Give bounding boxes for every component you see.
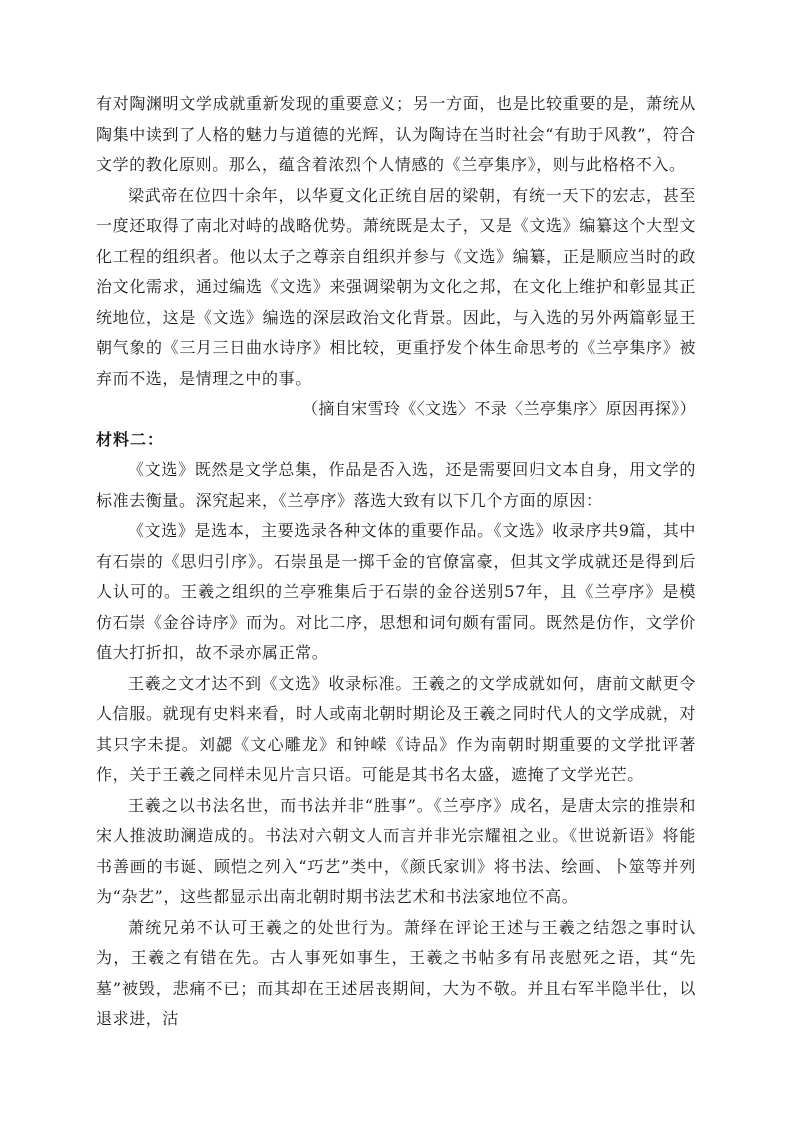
- paragraph: 《文选》是选本，主要选录各种文体的重要作品。《文选》收录序共9篇，其中有石崇的《思归引序》。石崇虽是一掷千金的官僚富豪，但其文学成就还是得到后人认可的。王羲之组织的兰亭雅集后于石崇的金谷送别57年，且《兰亭序》是模仿石崇《金谷诗序》而为。对比二序，思想和词句颇有雷同。既然是仿作，文学价值大打折扣，故不录亦属正常。: [96, 521, 696, 662]
- section-heading-material-two: 材料二：: [96, 429, 165, 449]
- paragraph: 《文选》既然是文学总集，作品是否入选，还是需要回归文本自身，用文学的标准去衡量。深究起来，《兰亭序》落选大致有以下几个方面的原因：: [96, 460, 696, 510]
- paragraph: 王羲之文才达不到《文选》收录标准。王羲之的文学成就如何，唐前文献更令人信服。就现有史料来看，时人或南北朝时期论及王羲之同时代人的文学成就，对其只字未提。刘勰《文心雕龙》和钟嵘《诗品》作为南朝时期重要的文学批评著作，关于王羲之同样未见片言只语。可能是其书名太盛，遮掩了文学光芒。: [96, 673, 696, 784]
- paragraph: 萧统兄弟不认可王羲之的处世行为。萧绎在评论王述与王羲之结怨之事时认为，王羲之有错在先。古人事死如事生，王羲之书帖多有吊丧慰死之语，其“先墓”被毁，悲痛不已；而其却在王述居丧期间，大为不敬。并且右军半隐半仕，以退求进，沽: [96, 917, 696, 1028]
- citation: （摘自宋雪玲《〈文选〉不录〈兰亭集序〉原因再探》）: [301, 399, 696, 418]
- document-page: [96, 89, 696, 1035]
- paragraph: 有对陶渊明文学成就重新发现的重要意义；另一方面，也是比较重要的是，萧统从陶集中读到了人格的魅力与道德的光辉，认为陶诗在当时社会“有助于风教”，符合文学的教化原则。那么，蕴含着浓烈个人情感的《兰亭集序》，则与此格格不入。: [96, 94, 696, 174]
- paragraph: 梁武帝在位四十余年，以华夏文化正统自居的梁朝，有统一天下的宏志，甚至一度还取得了南北对峙的战略优势。萧统既是太子，又是《文选》编纂这个大型文化工程的组织者。他以太子之尊亲自组织并参与《文选》编纂，正是顺应当时的政治文化需求，通过编选《文选》来强调梁朝为文化之邦，在文化上维护和彰显其正统地位，这是《文选》编选的深层政治文化背景。因此，与入选的另外两篇彰显王朝气象的《三月三日曲水诗序》相比较，更重抒发个体生命思考的《兰亭集序》被弃而不选，是情理之中的事。: [96, 185, 696, 388]
- paragraph: 王羲之以书法名世，而书法并非“胜事”。《兰亭序》成名，是唐太宗的推崇和宋人推波助澜造成的。书法对六朝文人而言并非光宗耀祖之业。《世说新语》将能书善画的韦诞、顾恺之列入“巧艺”类中，《颜氏家训》将书法、绘画、卜筮等并列为“杂艺”，这些都显示出南北朝时期书法艺术和书法家地位不高。: [96, 795, 696, 906]
